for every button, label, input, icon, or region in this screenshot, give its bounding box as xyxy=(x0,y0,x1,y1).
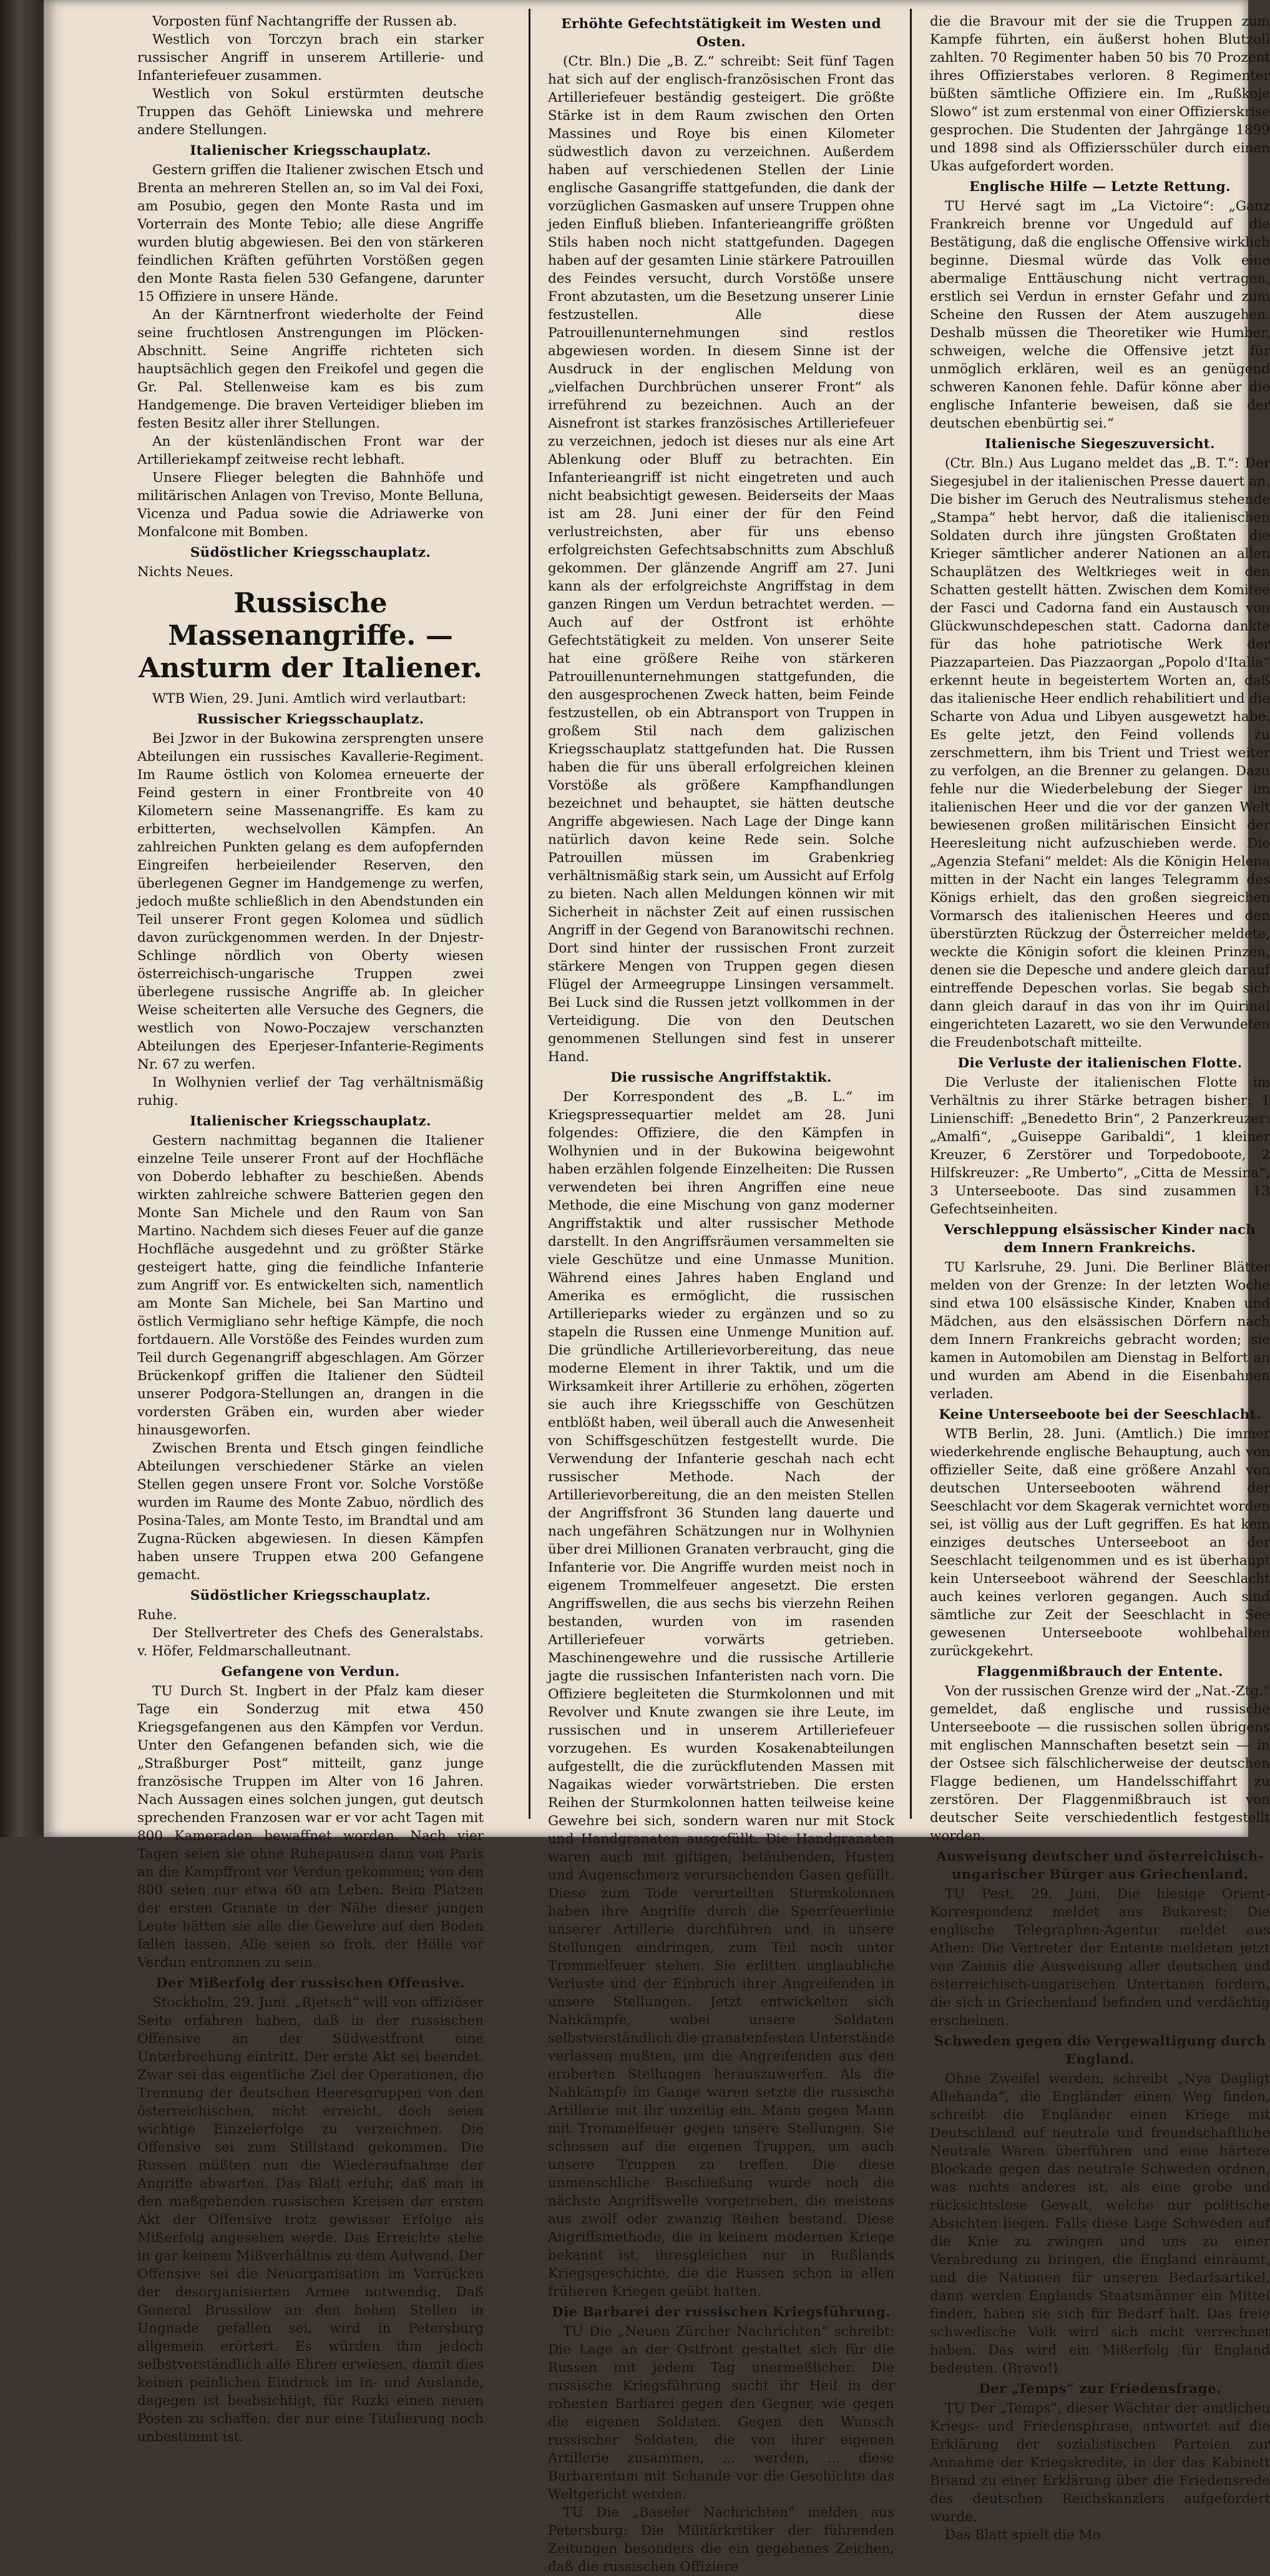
article-paragraph: Unsere Flieger belegten die Bahnhöfe und militärischen Anlagen von Treviso, Monte Belluna, Vicenza und Padua sowie die Adriawerke von Monfalcone mit Bomben. xyxy=(137,470,484,540)
section-heading: Italienischer Kriegsschauplatz. xyxy=(190,1114,431,1129)
article-paragraph: Vorposten fünf Nachtangriffe der Russen ab. xyxy=(152,14,457,29)
section-heading: Verschleppung elsässischer Kinder nach dem Innern Frankreichs. xyxy=(944,1222,1256,1256)
article-paragraph: Ohne Zweifel werden, schreibt „Nya Dagligt Allehanda“, die Engländer einen Weg finden, schreibt die Engländer einen Kriege mit Deutschland auf neutrale und freundschaftliche Neutrale Waren überführen und eine härtere Blockade gegen das neutrale Schweden ordnen, was nichts anderes ist, als eine grobe und rücksichtslose Gewalt, welche nur politische Absichten liegen. Falls diese Lage Schweden auf die Knie zu zwingen und uns zu einer Verabredung zu bringen, die England einräumt, und die Nationen für unseren Bedarfsartikel, dann werden Englands Staatsmänner ein Mittel finden, haben sie sich für Bedarf halt. Das freie schwedische Volk wird sich nicht verrechnet haben. Das wird ein Mißerfolg für England bedeuten. (Bravo!) xyxy=(930,2071,1270,2376)
section-heading: Schweden gegen die Vergewaltigung durch England. xyxy=(934,2034,1266,2067)
section-heading: Die russische Angriffstaktik. xyxy=(610,1070,832,1085)
article-paragraph: Westlich von Torczyn brach ein starker russischer Angriff in unserem Artillerie- und Infanteriefeuer zusammen. xyxy=(137,32,484,84)
column-2 xyxy=(548,12,894,2575)
article-paragraph: Westlich von Sokul erstürmten deutsche Truppen das Gehöft Liniewska und mehrere andere Stellungen. xyxy=(137,86,484,138)
section-heading: Die Verluste der italienischen Flotte. xyxy=(957,1055,1243,1071)
section-heading: Italienische Siegeszuversicht. xyxy=(985,436,1215,452)
article-paragraph: Der Stellvertreter des Chefs des Generalstabs. v. Höfer, Feldmarschalleutnant. xyxy=(137,1625,484,1659)
section-heading: Erhöhte Gefechtstätigkeit im Westen und Osten. xyxy=(561,16,881,50)
article-paragraph: Gestern nachmittag begannen die Italiener einzelne Teile unserer Front auf der Hochfläche von Doberdo lebhafter zu beschießen. Abends wirkten zahlreiche schwere Batterien gegen den Monte San Michele und den Raum von San Martino. Nachdem sich dieses Feuer auf die ganze Hochfläche ausgedehnt und zu größter Stärke gesteigert hatte, ging die feindliche Infanterie zum Angriff vor. Es entwickelten sich, namentlich am Monte San Michele, bei San Martino und östlich Vermigliano sehr heftige Kämpfe, die noch fortdauern. Alle Vorstöße des Feindes wurden zum Teil durch Gegenangriff abgeschlagen. Am Görzer Brückenkopf griffen die Italiener den Südteil unserer Podgora-Stellungen an, drangen in die vordersten Gräben ein, wurden aber wieder hinausgeworfen. xyxy=(137,1133,484,1438)
section-heading: Südöstlicher Kriegsschauplatz. xyxy=(190,545,431,561)
section-heading: Keine Unterseeboote bei der Seeschlacht. xyxy=(939,1407,1261,1423)
article-paragraph: Die Verluste der italienischen Flotte im Verhältnis zu ihrer Stärke betragen bisher: 1 Linienschiff: „Benedetto Brin“, 2 Panzerkreuzer: „Amalfi“, „Guiseppe Garibaldi“, 1 kleiner Kreuzer, 6 Zerstörer und Torpedoboote, 2 Hilfskreuzer: „Re Umberto“, „Citta de Messina“, 3 Unterseeboote. Das sind zusammen 13 Gefechtseinheiten. xyxy=(930,1075,1270,1217)
section-heading: Der Mißerfolg der russischen Offensive. xyxy=(155,1976,466,1991)
article-paragraph: Der Korrespondent des „B. L.“ im Kriegspressequartier meldet am 28. Juni folgendes: Offiziere, die den Kämpfen in Wolhynien und in der Bukowina beigewohnt haben erzählen folgende Einzelheiten: Die Russen verwendeten bei ihren Angriffen eine neue Methode, die eine Mischung von ganz moderner Angriffstaktik und alter russischer Methode darstellt. In den Angriffsräumen versammelten sie viele Geschütze und eine Unmasse Munition. Während eines Jahres haben England und Amerika es ermöglicht, die russischen Artillerieparks wieder zu ergänzen und so zu stapeln die Russen eine Unmenge Munition auf. Die gründliche Artillerievorbereitung, das neue moderne Element in ihrer Taktik, und um die Wirksamkeit ihrer Artillerie zu erhöhen, zögerten sie auch ihre Kriegsschiffe von Geschützen entblößt haben, weil überall auch die Anwesenheit von Schiffsgeschützen festgestellt wurde. Die Verwendung der Infanterie geschah nach echt russischer Methode. Nach der Artillerievorbereitung, die an den meisten Stellen der Angriffsfront 36 Stunden lang dauerte und nach ungefähren Schätzungen nur in Wolhynien über drei Millionen Granaten verbraucht, ging die Infanterie vor. Die Angriffe wurden meist noch in eigenem Trommelfeuer angesetzt. Die ersten Angriffswellen, die aus sechs bis vierzehn Reihen bestanden, wurden von im rasenden Artilleriefeuer vorwärts getrieben. Maschinengewehre und die russische Artillerie jagte die russischen Infanteristen nach vorn. Die Offiziere begleiteten die Sturmkolonnen und mit Revolver und Knute zwangen sie ihre Leute, im russischen und in unserem Artilleriefeuer vorzugehen. Es wurden Kosakenabteilungen aufgestellt, die die zurückflutenden Massen mit Nagaikas wieder vorwärtstrieben. Die ersten Reihen der Sturmkolonnen hatten teilweise keine Gewehre bei sich, sondern waren nur mit Stock und Handgranaten ausgefüllt. Die Handgranaten waren auch mit giftigen, betäubenden, Husten und Augenschmerz verursachenden Gasen gefüllt. Diese zum Tode verurteilten Sturmkolonnen haben ihre Angriffe durch die Sperrfeuerlinie unserer Artillerie durchführen und in unsere Stellungen eindringen, zum Teil noch unter Trommelfeuer stehen. Sie erlitten unglaubliche Verluste und der Einbruch ihrer Angreifenden in unsere Stellungen. Jetzt entwickelten sich Nahkämpfe, wobei unsere Soldaten selbstverständlich die granatenfesten Unterstände verlassen mußten, um die Angreifenden aus den eroberten Stellungen herauszuwerfen. Als die Nahkämpfe im Gange waren setzte die russische Artillerie mit ihr unzeitig ein. Mann gegen Mann mit Trommelfeuer gegen unsere Stellungen. Sie schossen auf die eigenen Truppen, um auch unsere Truppen zu treffen. Die diese unmenschliche Beschießung wurde noch die nächste Angriffswelle vorgetrieben, die meistens aus zwölf oder zwanzig Reihen bestand. Diese Angriffsmethode, die in keinem modernen Kriege bekannt ist, ihresgleichen nur in Rußlands Kriegsgeschichte, die die Russen schon in allen früheren Kriegen geübt hatten. xyxy=(548,1089,894,2299)
article-paragraph: TU Die „Neuen Zürcher Nachrichten“ schreibt: Die Lage an der Ostfront gestaltet sich für die Russen mit jedem Tag unermeßlicher. Die russische Kriegsführung sucht ihr Heil in der rohesten Barbarei gegen den Gegner, wie gegen die eigenen Soldaten. Gegen den Wunsch russischer Soldaten, die von ihrer eigenen Artillerie zusammen, ... werden, ... diese Barbarentum mit Schande vor die Geschichte das Weltgericht werden. xyxy=(548,2324,894,2502)
article-paragraph: An der Kärntnerfront wiederholte der Feind seine fruchtlosen Anstrengungen im Plöcken-Abschnitt. Seine Angriffe richteten sich hauptsächlich gegen den Freikofel und gegen die Gr. Pal. Stellenweise kam es bis zum Handgemenge. Die braven Verteidiger blieben im festen Besitz aller ihrer Stellungen. xyxy=(137,307,484,431)
article-paragraph: In Wolhynien verlief der Tag verhältnismäßig ruhig. xyxy=(137,1075,484,1109)
section-heading: Italienischer Kriegsschauplatz. xyxy=(190,143,431,159)
article-paragraph: TU Karlsruhe, 29. Juni. Die Berliner Blätter melden von der Grenze: In der letzten Woche sind etwa 100 elsässische Kinder, Knaben und Mädchen, aus den elsässischen Dörfern nach dem Innern Frankreichs gebracht worden; sie kamen in Automobilen am Dienstag in Belfort an und wurden am Abend in die Eisenbahnen verladen. xyxy=(930,1260,1270,1402)
section-heading: Die Barbarei der russischen Kriegsführung. xyxy=(552,2304,891,2320)
newspaper-page xyxy=(44,0,1270,2575)
article-paragraph: WTB Berlin, 28. Juni. (Amtlich.) Die immer wiederkehrende englische Behauptung, auch von offizieller Seite, daß eine größere Anzahl von deutschen Unterseebooten während der Seeschlacht vor dem Skagerak vernichtet worden sei, ist völlig aus der Luft gegriffen. Es hat kein einziges deutsches Unterseeboot an der Seeschlacht teilgenommen und es ist überhaupt kein Unterseeboot während der Seeschlacht auch keines verloren gegangen. Auch sind sämtliche zur Zeit der Seeschlacht in See gewesenen Unterseeboote wohlbehalten zurückgekehrt. xyxy=(930,1426,1270,1659)
section-heading: Englische Hilfe — Letzte Rettung. xyxy=(969,179,1231,195)
column-rule xyxy=(529,9,530,1819)
main-headline: Russische Massenangriffe. — Ansturm der Italiener. xyxy=(139,587,482,684)
article-paragraph: TU Der „Temps“, dieser Wächter der amtlichen Kriegs- und Friedensphrase, antwortet auf die Erklärung der sozialistischen Parteien zur Annahme der Kriegskredite, in der das Kabinett Briand zu einer Erklärung über die Friedensrede des deutschen Reichskanzlers aufgefordert wurde. xyxy=(930,2401,1270,2525)
column-rule xyxy=(910,9,912,1819)
section-heading: Der „Temps“ zur Friedensfrage. xyxy=(979,2381,1221,2397)
article-paragraph: Ruhe. xyxy=(137,1607,177,1623)
section-heading: Russischer Kriegsschauplatz. xyxy=(197,712,424,727)
article-paragraph: WTB Wien, 29. Juni. Amtlich wird verlautbart: xyxy=(152,691,467,707)
article-paragraph: TU Hervé sagt im „La Victoire“: „Ganz Frankreich brenne vor Ungeduld auf die Bestätigung, daß die englische Offensive wirklich beginne. Diesmal würde das Volk eine abermalige Enttäuschung nicht vertragen, erstlich sei Verdun in ernster Gefahr und zum Scheine den Russen der Atem auszugehen. Deshalb müssen die Theoretiker wie Humber, schweigen, welche die Offensive jetzt für unmöglich erklären, weil es an genügend schweren Kanonen fehle. Dafür könne aber die englische Infanterie beweisen, daß sie der deutschen ebenbürtig sei.“ xyxy=(930,198,1270,431)
column-1 xyxy=(137,12,484,2445)
article-paragraph: Zwischen Brenta und Etsch gingen feindliche Abteilungen verschiedener Stärke an vielen Stellen gegen unsere Front vor. Solche Vorstöße wurden im Raume des Monte Zabuo, nördlich des Posina-Tales, am Monte Testo, im Brandtal und am Zugna-Rücken abgewiesen. In diesen Kämpfen haben unsere Truppen etwa 200 Gefangene gemacht. xyxy=(137,1441,484,1583)
section-heading: Südöstlicher Kriegsschauplatz. xyxy=(190,1588,431,1604)
column-3 xyxy=(930,12,1270,2543)
section-heading: Gefangene von Verdun. xyxy=(221,1664,400,1680)
article-paragraph: TU Pest, 29. Juni. Die hiesige Orient-Korrespondenz meldet aus Bukarest: Die englische Telegraphen-Agentur meldet aus Athen: Die Vertreter der Entente meldeten jetzt von Zaimis die Ausweisung aller deutschen und österreichisch-ungarischen Untertanen fordern, die sich in Griechenland befinden und verdächtig erscheinen. xyxy=(930,1886,1270,2029)
article-paragraph: Bei Jzwor in der Bukowina zersprengten unsere Abteilungen ein russisches Kavallerie-Regiment. Im Raume östlich von Kolomea erneuerte der Feind gestern in einer Frontbreite von 40 Kilometern seine Massenangriffe. Es kam zu erbitterten, wechselvollen Kämpfen. An zahlreichen Punkten gelang es dem aufopfernden Eingreifen herbeieilender Reserven, den überlegenen Gegner im Handgemenge zu werfen, jedoch mußte schließlich in den Abendstunden ein Teil unserer Front gegen Kolomea und südlich davon zurückgenommen werden. In der Dnjestr-Schlinge nördlich von Oberty wiesen österreichisch-ungarische Truppen zwei überlegene russische Angriffe ab. In gleicher Weise scheiterten alle Versuche des Gegners, die westlich von Nowo-Poczajew verschanzten Abteilungen des Eperjeser-Infanterie-Regiments Nr. 67 zu werfen. xyxy=(137,731,484,1072)
article-paragraph: Nichts Neues. xyxy=(137,564,234,580)
article-paragraph: die die Bravour mit der sie die Truppen zum Kampfe führten, ein äußerst hohen Blutzoll zahlten. 70 Regimenter haben 50 bis 70 Prozent ihres Offizierstabes verloren. 8 Regimenter büßten sämtliche Offiziere ein. Im „Rußkoje Slowo“ ist zum erstenmal von einer Offizierskrise gesprochen. Die Studenten der Jahrgänge 1899 und 1898 sind als Offiziersschüler durch einen Ukas aufgefordert worden. xyxy=(930,14,1270,174)
article-paragraph: Von der russischen Grenze wird der „Nat.-Ztg.“ gemeldet, daß englische und russische Unterseeboote — die russischen sollen übrigens mit englischen Mannschaften besetzt sein — in der Ostsee sich fälschlicherweise der deutschen Flagge bedienen, um Handelsschiffahrt zu zerstören. Der Flaggenmißbrauch ist von deutscher Seite verschiedentlich festgestellt worden. xyxy=(930,1683,1270,1844)
article-paragraph: An der küstenländischen Front war der Artilleriekampf zeitweise recht lebhaft. xyxy=(137,434,484,468)
article-paragraph: (Ctr. Bln.) Aus Lugano meldet das „B. T.“: Der Siegesjubel in der italienischen Presse dauert an. Die bisher im Geruch des Neutralismus stehende „Stampa“ hebt hervor, daß die italienischen Soldaten durch ihre jüngsten Großtaten die Krieger sämtlicher anderer Nationen an allen Schauplätzen des Weltkrieges weit in den Schatten gestellt hätten. Zwischen dem Komitee der Fasci und Cadorna fand ein Austausch von Glückwunschdepeschen statt. Cadorna dankte für das hohe patriotische Werk der Piazzaparteien. Das Piazzaorgan „Popolo d'Italia“ erkennt heute in begeistertem Worten an, daß das italienische Heer endlich rehabilitiert und die Scharte von Adua und Libyen ausgewetzt habe. Es gelte jetzt, den Feind vollends zu zerschmettern, ihm bis Trient und Triest weiter zu verfolgen, an die Brenner zu gelangen. Dazu fehle nur die Wiederbelebung der Sieger im italienischen Heer und die vor der ganzen Welt bewiesenen großen militärischen Einsicht der Heeresleitung nicht aufzuschieben werde. Die „Agenzia Stefani“ meldet: Als die Königin Helena mitten in der Nacht ein langes Telegramm des Königs erhielt, das den großen siegreichen Vormarsch des italienischen Heeres und den überstürzten Rückzug der Österreicher meldete, weckte die Königin sofort die kleinen Prinzen, denen sie die Depesche und andere gleich darauf eintreffende Depeschen vorlas. Sie begab sich dann gleich darauf in das von ihr im Quirinal eingerichteten Lazarett, wo sie den Verwundeten die Freudenbotschaft mitteilte. xyxy=(930,456,1270,1050)
article-paragraph: TU Durch St. Ingbert in der Pfalz kam dieser Tage ein Sonderzug mit etwa 450 Kriegsgefangenen aus den Kämpfen vor Verdun. Unter den Gefangenen befanden sich, wie die „Straßburger Post“ mitteilt, ganz junge französische Truppen im Alter von 16 Jahren. Nach Aussagen eines solchen jungen, gut deutsch sprechenden Franzosen war er vor acht Tagen mit 800 Kameraden bewaffnet worden. Nach vier Tagen seien sie ohne Ruhepausen dann von Paris an die Kampffront vor Verdun gekommen; von den 800 seien nur etwa 60 am Leben. Beim Platzen der ersten Granate in der Nähe dieser jungen Leute hätten sie alle die Gewehre auf den Boden fallen lassen. Alle seien so froh, der Hölle vor Verdun entronnen zu sein. xyxy=(137,1683,484,1971)
article-paragraph: TU Die „Baseler Nachrichten“ melden aus Petersburg: Die Militärkritiker der führenden Zeitungen besonders die ein gegebenes Zeichen, daß die russischen Offiziere xyxy=(548,2505,894,2575)
section-heading: Flaggenmißbrauch der Entente. xyxy=(977,1664,1223,1680)
section-heading: Ausweisung deutscher und österreichisch-ungarischer Bürger aus Griechenland. xyxy=(935,1849,1264,1883)
article-paragraph: Das Blatt spielt die Mo xyxy=(945,2527,1101,2543)
article-paragraph: (Ctr. Bln.) Die „B. Z.“ schreibt: Seit fünf Tagen hat sich auf der englisch-französischen Front das Artilleriefeuer beständig gesteigert. Die größte Stärke ist in dem Raum zwischen den Orten Massines und Roye bis einen Kilometer südwestlich davon zu verzeichnen. Außerdem haben auf verschiedenen Stellen der Linie englische Gasangriffe stattgefunden, die dank der vorzüglichen Gasmasken auf unsere Truppen ohne jeden Einfluß blieben. Infanterieangriffe größten Stils haben noch nicht stattgefunden. Dagegen haben auf der gesamten Linie stärkere Patrouillen des Feindes versucht, durch Vorstöße unsere Front abzutasten, um die Besetzung unserer Linie festzustellen. Alle diese Patrouillenunternehmungen sind restlos abgewiesen worden. In diesem Sinne ist der Ausdruck in der englischen Meldung von „vielfachen Durchbrüchen unserer Front“ als irreführend zu bezeichnen. Auch an der Aisnefront ist starkes französisches Artilleriefeuer zu verzeichnen, jedoch ist dieses nur als eine Art Ablenkung oder Bluff zu betrachten. Ein Infanterieangriff ist nicht eingetreten und auch nicht beabsichtigt gewesen. Beiderseits der Maas ist am 28. Juni einer der für den Feind verlustreichsten, aber für uns ebenso erfolgreichsten Gefechtsabschnitts zum Abschluß gekommen. Der glänzende Angriff am 27. Juni kann als der erfolgreichste Angriffstag in dem ganzen Ringen um Verdun betrachtet werden. — Auch auf der Ostfront ist erhöhte Gefechtstätigkeit zu melden. Von unserer Seite hat eine größere Reihe von stärkeren Patrouillenunternehmungen stattgefunden, die den ausgesprochenen Zweck hatten, beim Feinde festzustellen, ob ein Abtransport von Truppen in großem Stil nach dem galizischen Kriegsschauplatz stattgefunden hat. Die Russen haben die für uns überall erfolgreichen kleinen Vorstöße als größere Kampfhandlungen bezeichnet und behauptet, sie hätten deutsche Angriffe abgewiesen. Nach Lage der Dinge kann natürlich davon keine Rede sein. Solche Patrouillen müssen im Grabenkrieg verhältnismäßig stark sein, um Aussicht auf Erfolg zu bieten. Nach allen Meldungen können wir mit Sicherheit in nächster Zeit auf einen russischen Angriff in der Gegend von Baranowitschi rechnen. Dort sind hinter der russischen Front zurzeit stärkere Mengen von Truppen gegen diesen Flügel der Armeegruppe Linsingen versammelt. Bei Luck sind die Russen jetzt vollkommen in der Verteidigung. Die von den Deutschen genommenen Stellungen sind fest in unserer Hand. xyxy=(548,54,894,1065)
book-spine xyxy=(0,0,44,1837)
article-paragraph: Gestern griffen die Italiener zwischen Etsch und Brenta an mehreren Stellen an, so im Val dei Foxi, am Posubio, gegen den Monte Rasta und im Vorterrain des Monte Tebio; alle diese Angriffe wurden blutig abgewiesen. Bei den von stärkeren feindlichen Kräften geführten Vorstößen gegen den Monte Rasta fielen 530 Gefangene, darunter 15 Offiziere in unsere Hände. xyxy=(137,162,484,305)
article-paragraph: Stockholm, 29. Juni. „Rjetsch“ will von offiziöser Seite erfahren haben, daß in der russischen Offensive an der Südwestfront eine Unterbrechung eintritt. Der erste Akt sei beendet. Zwar sei das eigentliche Ziel der Operationen, die Trennung der deutschen Heeresgruppen von den österreichischen, nicht erreicht, doch seien wichtige Einzelerfolge zu verzeichnen. Die Offensive sei zum Stillstand gekommen. Die Russen müßten nun die Wiederaufnahme der Angriffe abwarten. Das Blatt erfuhr, daß man in den maßgebenden russischen Kreisen der ersten Akt der Offensive trotz gewisser Erfolge als Mißerfolg angesehen werde. Das Erreichte stehe in gar keinem Mißverhältnis zu dem Aufwand. Der Offensive sei die Neuorganisation im Vorrücken der desorganisierten Armee notwendig. Daß General Brussilow an den hohen Stellen in Ungnade gefallen sei, wird in Petersburg allgemein erörtert. Es würden ihm jedoch selbstverständlich alle Ehren erwiesen, damit dies keinen peinlichen Eindruck im In- und Auslande, dagegen ist beabsichtigt, für Ruzki einen neuen Posten zu schaffen, der nur eine Titulierung noch unbestimmt ist. xyxy=(137,1995,484,2445)
